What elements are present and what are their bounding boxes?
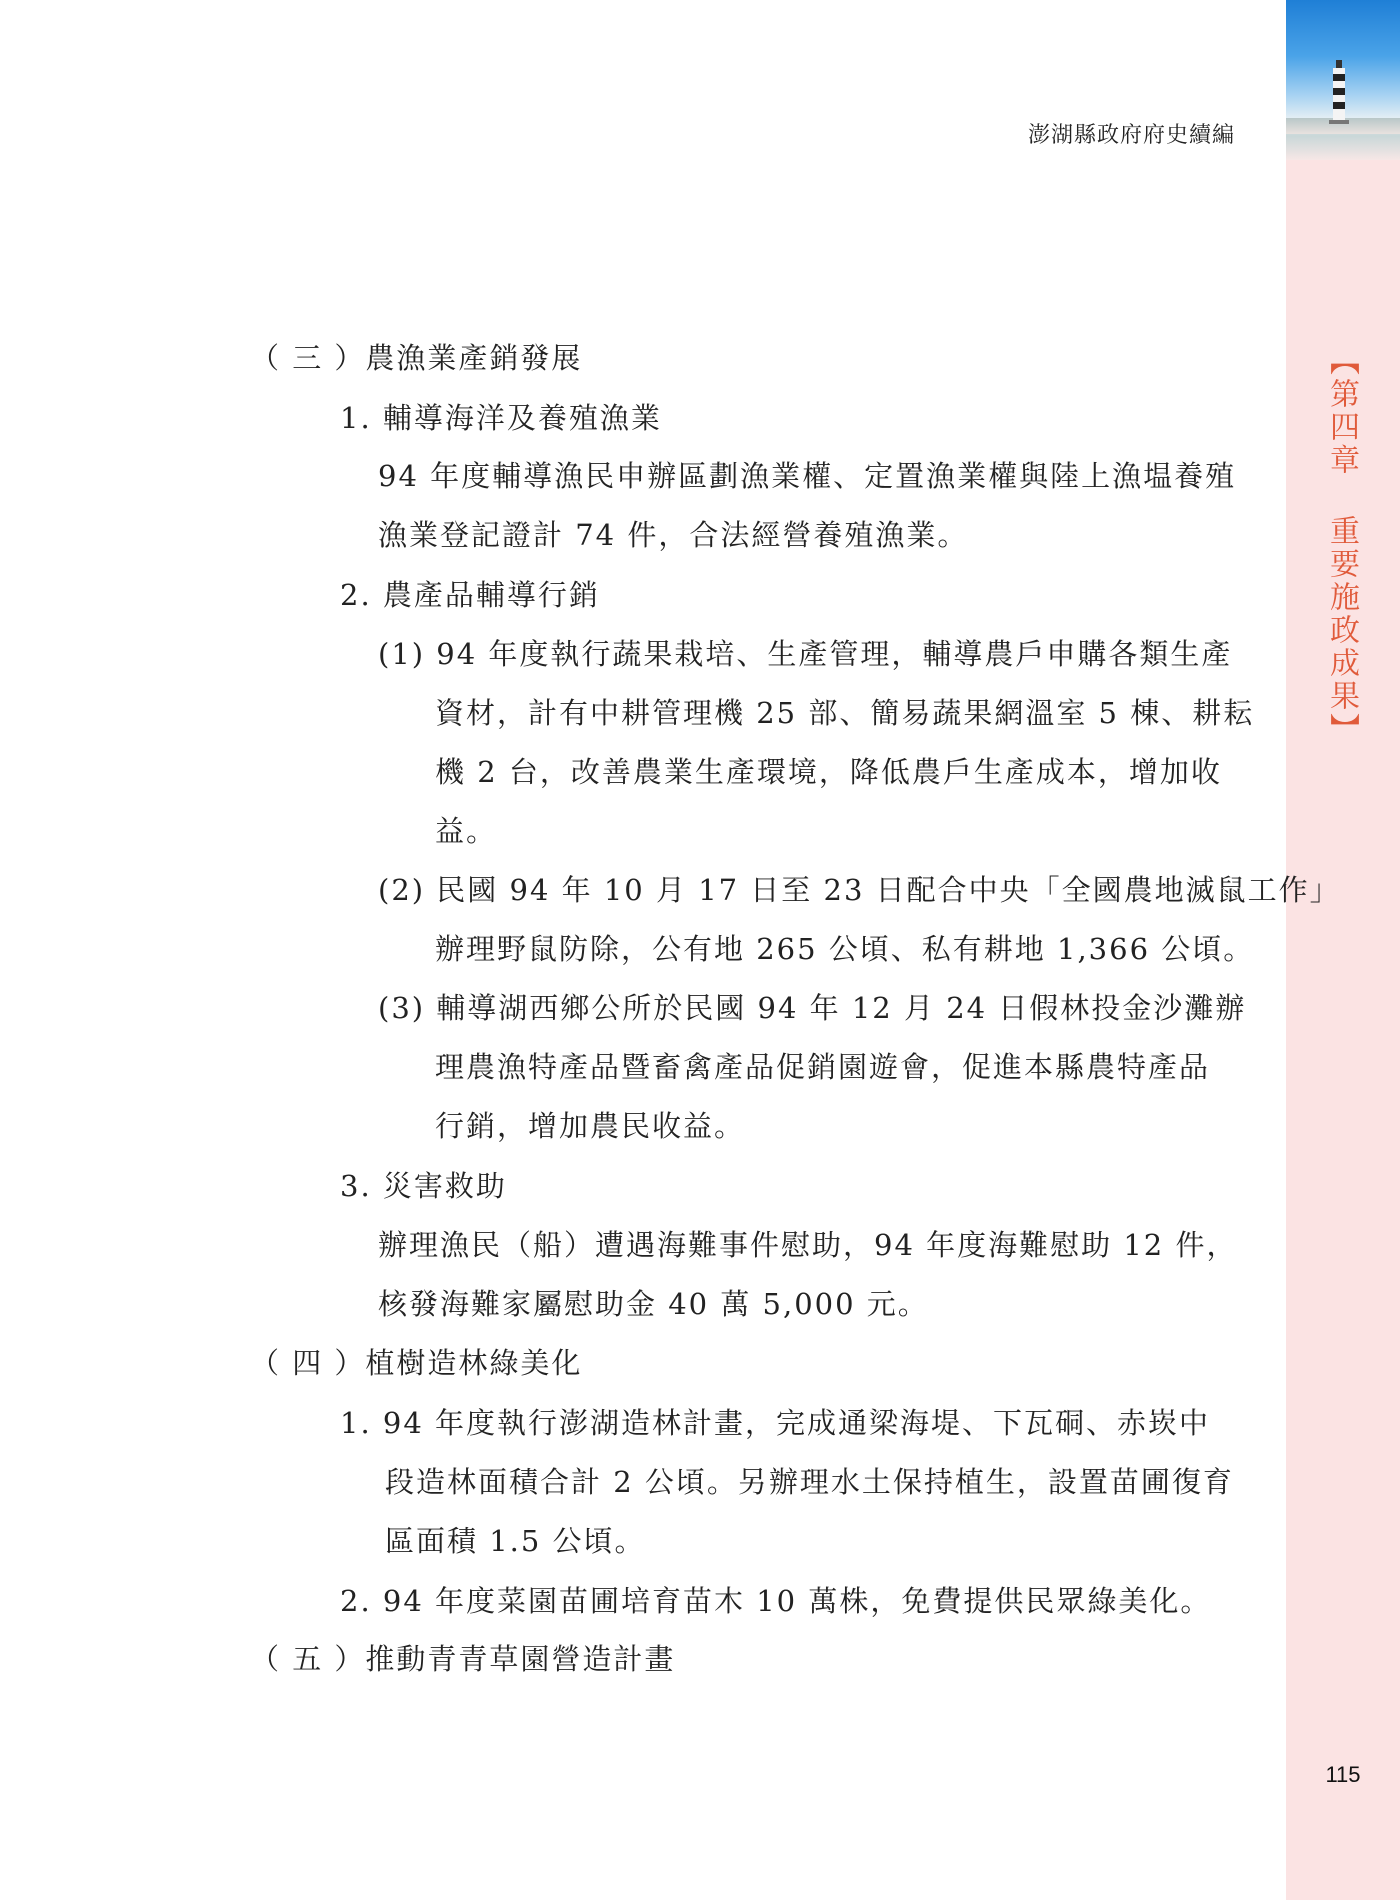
section-heading: （ 三 ）農漁業產銷發展 <box>250 341 583 375</box>
section-heading: （ 四 ）植樹造林綠美化 <box>250 1346 583 1380</box>
subitem-line: (1) 94 年度執行蔬果栽培、生產管理，輔導農戶申購各類生產 <box>378 637 1233 671</box>
item-line: 2. 94 年度菜園苗圃培育苗木 10 萬株，免費提供民眾綠美化。 <box>340 1584 1212 1618</box>
page-number: 115 <box>1325 1762 1361 1787</box>
subitem-line: (3) 輔導湖西鄉公所於民國 94 年 12 月 24 日假林投金沙灘辦 <box>378 991 1247 1025</box>
lighthouse-photo <box>1286 0 1400 160</box>
item-heading: 3. 災害救助 <box>340 1169 507 1203</box>
subitem-line: 資材，計有中耕管理機 25 部、簡易蔬果網溫室 5 棟、耕耘 <box>435 696 1255 730</box>
subitem-line: 辦理野鼠防除，公有地 265 公頃、私有耕地 1,366 公頃。 <box>435 932 1255 966</box>
paragraph-line: 辦理漁民（船）遭遇海難事件慰助，94 年度海難慰助 12 件， <box>378 1228 1238 1262</box>
subitem-line: 行銷，增加農民收益。 <box>435 1109 746 1143</box>
subitem-line: (2) 民國 94 年 10 月 17 日至 23 日配合中央「全國農地滅鼠工作」 <box>378 873 1341 907</box>
item-heading: 2. 農產品輔導行銷 <box>340 578 600 612</box>
subitem-line: 理農漁特產品暨畜禽產品促銷園遊會，促進本縣農特產品 <box>435 1050 1211 1084</box>
subitem-line: 機 2 台，改善農業生產環境，降低農戶生產成本，增加收 <box>435 755 1222 789</box>
item-line: 段造林面積合計 2 公頃。另辦理水土保持植生，設置苗圃復育 <box>385 1465 1234 1499</box>
section-heading: （ 五 ）推動青青草園營造計畫 <box>250 1642 676 1676</box>
paragraph-line: 核發海難家屬慰助金 40 萬 5,000 元。 <box>378 1287 929 1321</box>
chapter-tab: 【第四章 重要施政成果】 <box>1324 345 1359 746</box>
lighthouse-icon <box>1326 60 1352 124</box>
paragraph-line: 漁業登記證計 74 件，合法經營養殖漁業。 <box>378 518 969 552</box>
running-header-title: 澎湖縣政府府史續編 <box>1027 123 1235 148</box>
subitem-line: 益。 <box>435 814 498 848</box>
item-line: 1. 94 年度執行澎湖造林計畫，完成通梁海堤、下瓦硐、赤崁中 <box>340 1406 1211 1440</box>
paragraph-line: 94 年度輔導漁民申辦區劃漁業權、定置漁業權與陸上漁塭養殖 <box>378 459 1237 493</box>
item-line: 區面積 1.5 公頃。 <box>385 1524 646 1558</box>
side-margin-strip <box>1286 0 1400 1900</box>
item-heading: 1. 輔導海洋及養殖漁業 <box>340 401 662 435</box>
